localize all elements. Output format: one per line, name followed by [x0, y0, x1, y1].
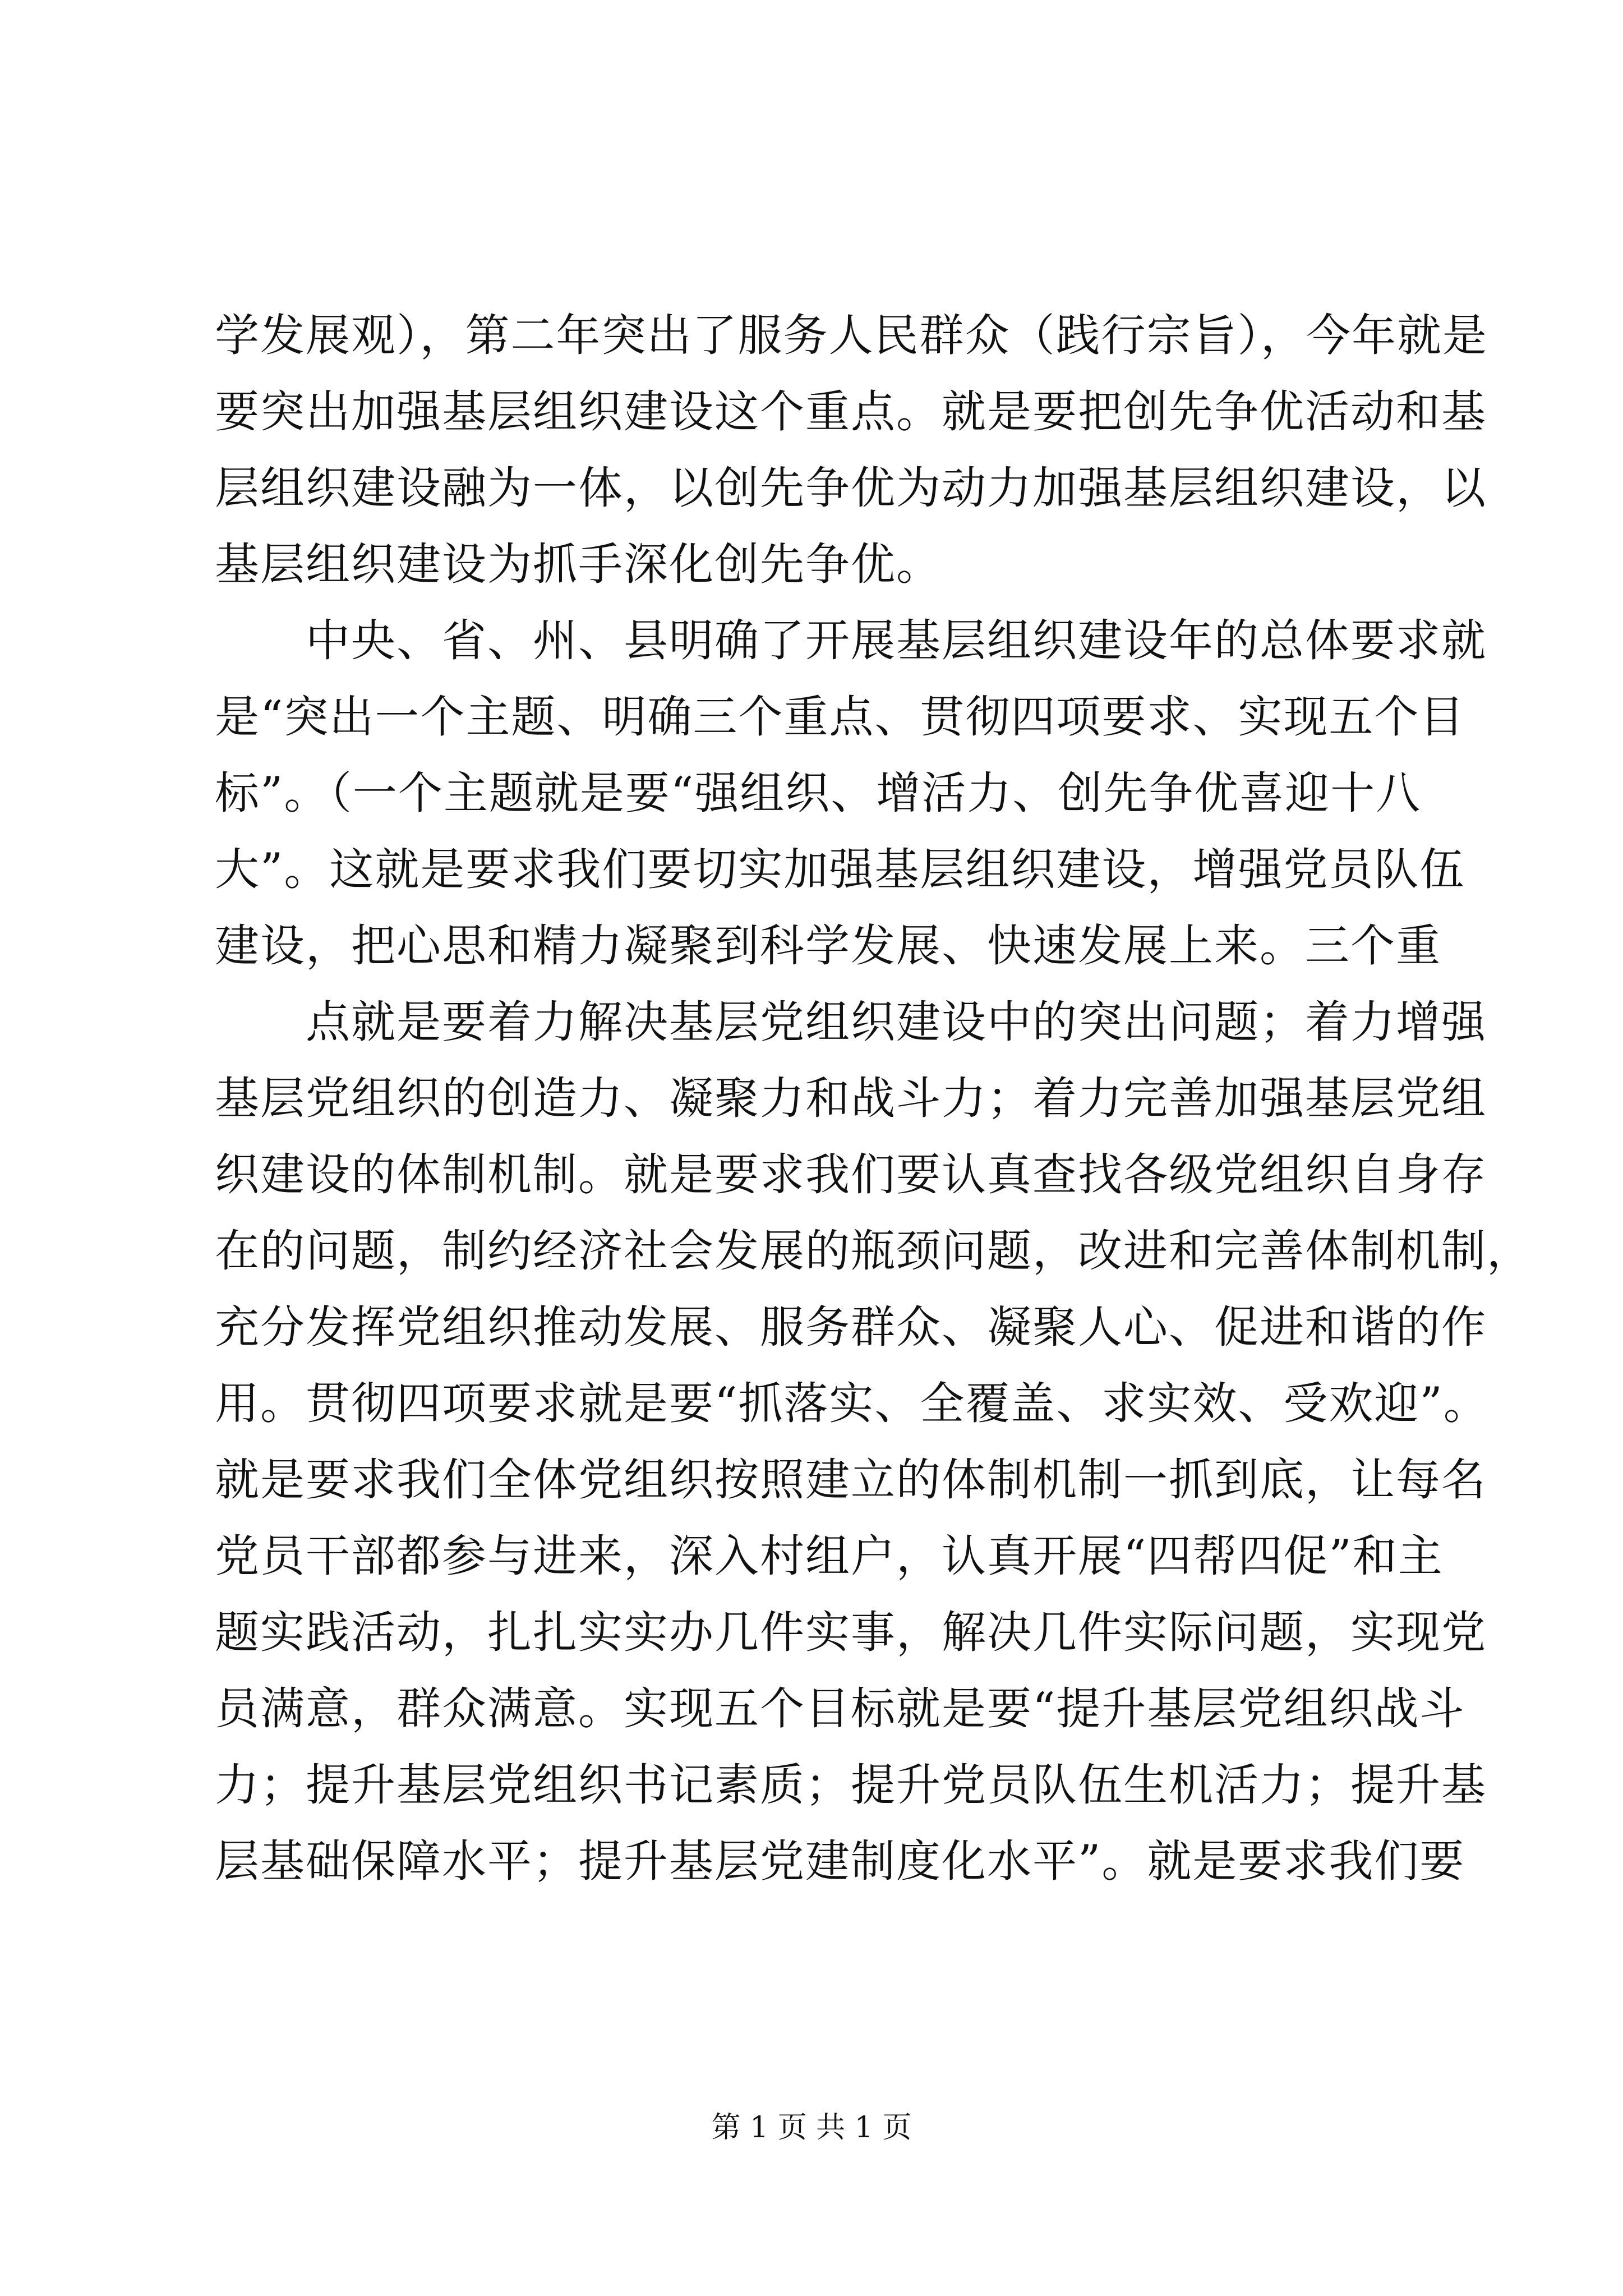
text-line: 基层组织建设为抓手深化创先争优。	[215, 539, 942, 590]
text-line: 点就是要着力解决基层党组织建设中的突出问题；着力增强	[306, 996, 1487, 1048]
text-line: 要突出加强基层组织建设这个重点。就是要把创先争优活动和基	[215, 386, 1487, 438]
text-line: 织建设的体制机制。就是要求我们要认真查找各级党组织自身存	[215, 1149, 1487, 1200]
text-line: 学发展观），第二年突出了服务人民群众（践行宗旨），今年就是	[215, 310, 1488, 361]
text-line: 层组织建设融为一体，以创先争优为动力加强基层组织建设，以	[215, 462, 1487, 514]
text-line: 员满意，群众满意。实现五个目标就是要“提升基层党组织战斗	[215, 1683, 1465, 1734]
text-line: 充分发挥党组织推动发展、服务群众、凝聚人心、促进和谐的作	[215, 1301, 1487, 1353]
text-line: 党员干部都参与进来，深入村组户，认真开展“四帮四促”和主	[215, 1530, 1444, 1582]
page-footer: 第 1 页 共 1 页	[711, 2111, 912, 2145]
text-line: 题实践活动，扎扎实实办几件实事，解决几件实际问题，实现党	[215, 1607, 1487, 1658]
text-line: 在的问题，制约经济社会发展的瓶颈问题，改进和完善体制机制，	[215, 1225, 1532, 1277]
text-line: 是“突出一个主题、明确三个重点、贯彻四项要求、实现五个目	[215, 691, 1465, 743]
text-line: 中央、省、州、县明确了开展基层组织建设年的总体要求就	[306, 615, 1487, 666]
text-line: 力；提升基层党组织书记素质；提升党员队伍生机活力；提升基	[215, 1759, 1487, 1811]
document-body	[215, 297, 1532, 1899]
text-line: 层基础保障水平；提升基层党建制度化水平”。就是要求我们要	[215, 1835, 1465, 1887]
text-line: 大”。这就是要求我们要切实加强基层组织建设，增强党员队伍	[215, 844, 1465, 895]
text-line: 就是要求我们全体党组织按照建立的体制机制一抓到底，让每名	[215, 1454, 1487, 1506]
text-line: 建设，把心思和精力凝聚到科学发展、快速发展上来。三个重	[215, 920, 1441, 972]
text-line: 基层党组织的创造力、凝聚力和战斗力；着力完善加强基层党组	[215, 1073, 1487, 1124]
text-line: 标”。（一个主题就是要“强组织、增活力、创先争优喜迎十八	[215, 767, 1422, 819]
text-line: 用。贯彻四项要求就是要“抓落实、全覆盖、求实效、受欢迎”。	[215, 1378, 1489, 1429]
